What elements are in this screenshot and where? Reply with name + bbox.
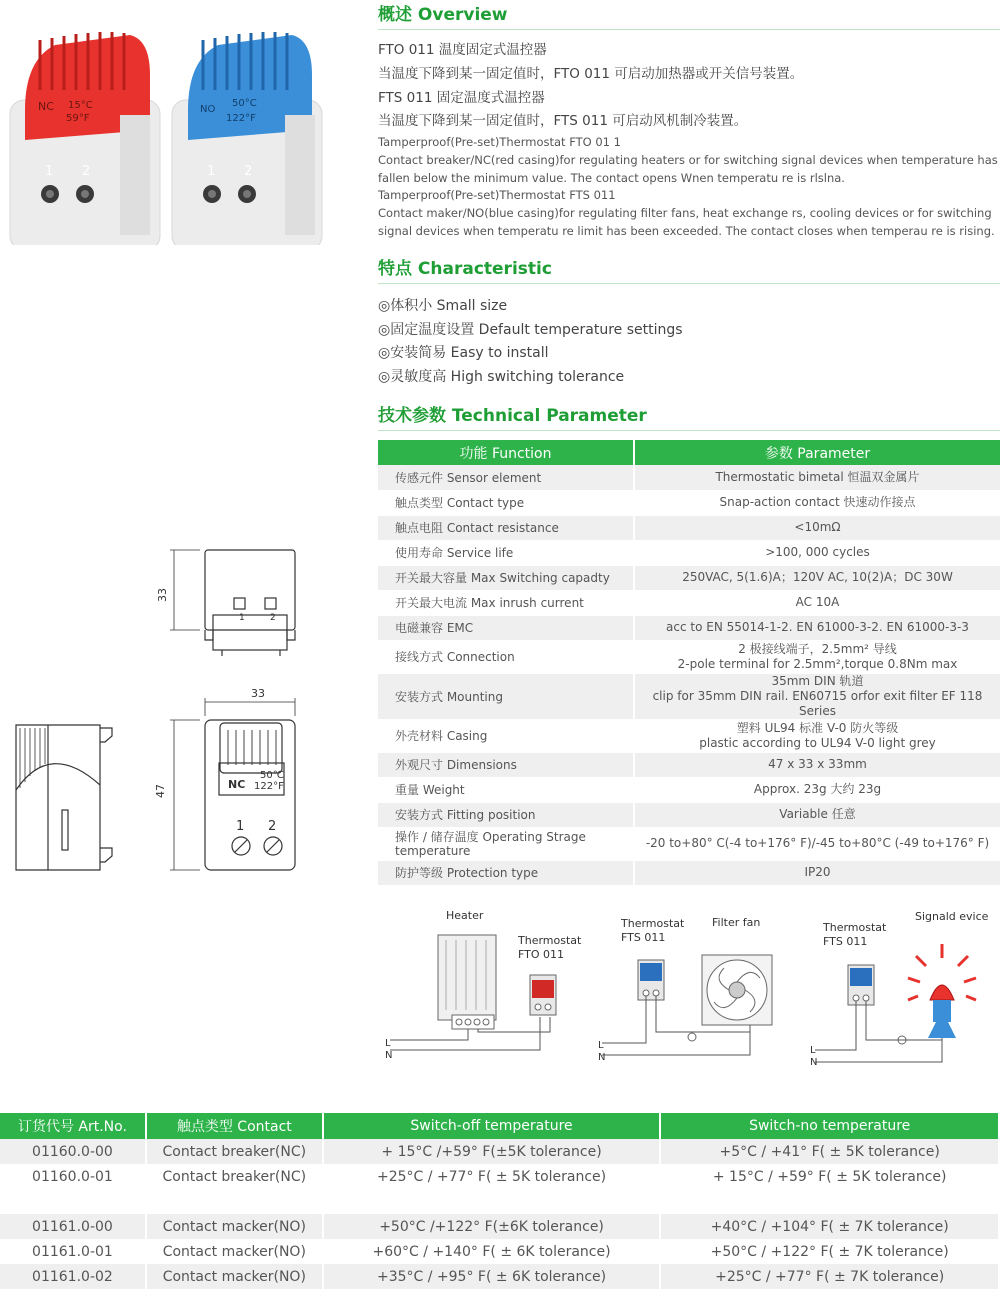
red-term-2: 2 — [82, 164, 91, 179]
table-row — [378, 615, 1000, 640]
table-row — [0, 1139, 999, 1164]
fan-thermostat-model: FTS 011 — [621, 931, 666, 944]
param-value: Thermostatic bimetal 恒温双金属片 — [634, 465, 1000, 490]
signal-n-label: N — [810, 1057, 818, 1068]
subheader-row — [0, 1189, 999, 1214]
param-value: IP20 — [634, 860, 1000, 885]
param-value — [634, 673, 1000, 719]
param-value-line-1: 35mm DIN 轨道 — [771, 673, 864, 688]
table-row — [378, 860, 1000, 885]
param-value-line-1: 2 极接线端子，2.5mm² 导线 — [738, 641, 897, 656]
signal-device-label: Signald evice — [915, 910, 989, 923]
table-row — [0, 1164, 999, 1189]
blue-thermostat-image — [172, 32, 322, 245]
overview-title: 概述 Overview — [378, 5, 508, 25]
param-value — [634, 719, 1000, 752]
empty-cell — [0, 1189, 146, 1214]
col-contact: 触点类型 Contact — [146, 1113, 323, 1139]
temp-1: +25°C / +77° F( ± 5K tolerance) — [323, 1164, 661, 1189]
table-row — [378, 752, 1000, 777]
param-function: 安装方式 Mounting — [378, 673, 634, 719]
art-no: 01161.0-02 — [0, 1264, 146, 1289]
feature-item: ◎体积小 Small size — [378, 298, 508, 314]
temp-2: +40°C / +104° F( ± 7K tolerance) — [660, 1214, 999, 1239]
contact-type: Contact macker(NO) — [146, 1214, 323, 1239]
blue-term-2: 2 — [244, 164, 253, 179]
param-function: 开关最大电流 Max inrush current — [378, 590, 634, 615]
contact-type: Contact breaker(NC) — [146, 1139, 323, 1164]
table-row — [378, 465, 1000, 490]
table-row — [378, 673, 1000, 719]
red-temp-c: 15°C — [68, 100, 93, 111]
blue-temp-f: 122°F — [226, 113, 256, 124]
technical-table — [378, 440, 1000, 886]
feature-item: ◎灵敏度高 High switching tolerance — [378, 369, 625, 385]
fan-thermostat-label: Thermostat — [621, 917, 685, 930]
overview-cn-2: 当温度下降到某一固定值时，FTO 011 可启动加热器或开关信号装置。 — [378, 66, 804, 82]
heater-thermostat-label: Thermostat — [518, 934, 582, 947]
technical-title: 技术参数 Technical Parameter — [378, 406, 647, 426]
subheader-switch-on: Switch-on temperature — [323, 1189, 661, 1214]
col-switch-off: Switch-off temperature — [323, 1113, 661, 1139]
temp-2: +25°C / +77° F( ± 7K tolerance) — [660, 1264, 999, 1289]
empty-cell — [146, 1189, 323, 1214]
param-function: 安装方式 Fitting position — [378, 802, 634, 827]
wiring-diagrams — [370, 900, 1000, 1070]
heater-thermostat-model: FTO 011 — [518, 948, 565, 961]
temp-1: +50°C /+122° F(±6K tolerance) — [323, 1214, 661, 1239]
signal-l-label: L — [810, 1045, 816, 1056]
temp-1: +60°C / +140° F( ± 6K tolerance) — [323, 1239, 661, 1264]
dim-term-1-top: 1 — [239, 613, 245, 623]
art-no: 01160.0-00 — [0, 1139, 146, 1164]
overview-en-2: Contact breaker/NC(red casing)for regulating heaters or for switching signal devices when temperature has fallen below the minimum value. The contact opens Wnen temperatu re is rlslna. — [378, 153, 998, 185]
signal-thermostat-model: FTS 011 — [823, 935, 868, 948]
overview-en-3: Tamperproof(Pre-set)Thermostat FTS 011 — [378, 188, 616, 202]
overview-cn-4: 当温度下降到某一固定值时，FTS 011 可启动风机制冷装置。 — [378, 113, 748, 129]
wiring-fan — [598, 916, 772, 1063]
overview-en-1: Tamperproof(Pre-set)Thermostat FTO 01 1 — [378, 135, 621, 149]
dim-term-1-front: 1 — [236, 819, 245, 834]
characteristic-divider — [378, 283, 1000, 284]
temp-2: + 15°C / +59° F( ± 5K tolerance) — [660, 1164, 999, 1189]
table-row — [378, 515, 1000, 540]
temp-2: +5°C / +41° F( ± 5K tolerance) — [660, 1139, 999, 1164]
temp-1: + 15°C /+59° F(±5K tolerance) — [323, 1139, 661, 1164]
table-row — [0, 1239, 999, 1264]
overview-divider — [378, 29, 1000, 30]
contact-type: Contact macker(NO) — [146, 1239, 323, 1264]
fan-n-label: N — [598, 1052, 606, 1063]
wiring-heater — [385, 909, 582, 1061]
table-row — [378, 802, 1000, 827]
param-function: 触点类型 Contact type — [378, 490, 634, 515]
param-value: -20 to+80° C(-4 to+176° F)/-45 to+80°C (-49 to+176° F) — [634, 827, 1000, 860]
characteristic-title: 特点 Characteristic — [378, 259, 552, 279]
param-function: 电磁兼容 EMC — [378, 615, 634, 640]
param-value: >100, 000 cycles — [634, 540, 1000, 565]
table-row — [378, 640, 1000, 673]
temp-2: +50°C / +122° F( ± 7K tolerance) — [660, 1239, 999, 1264]
blue-temp-c: 50°C — [232, 98, 257, 109]
param-value-line-1: 塑料 UL94 标准 V-0 防火等级 — [736, 720, 899, 735]
table-row — [378, 540, 1000, 565]
table-row — [378, 565, 1000, 590]
heater-label: Heater — [446, 909, 484, 922]
subheader-switch-off: Switch-off temperature — [660, 1189, 999, 1214]
overview-cn-1: FTO 011 温度固定式温控器 — [378, 42, 547, 58]
param-value: 47 x 33 x 33mm — [634, 752, 1000, 777]
col-art-no: 订货代号 Art.No. — [0, 1113, 146, 1139]
param-value: Variable 任意 — [634, 802, 1000, 827]
param-value — [634, 640, 1000, 673]
param-function: 操作 / 储存温度 Operating Strage temperature — [378, 827, 634, 860]
technical-divider — [378, 430, 1000, 431]
fan-label: Filter fan — [712, 916, 761, 929]
table-row — [0, 1264, 999, 1289]
heater-l-label: L — [385, 1038, 391, 1049]
param-value-line-2: plastic according to UL94 V-0 light grey — [699, 735, 936, 750]
wiring-signal — [810, 910, 989, 1068]
table-row — [0, 1214, 999, 1239]
dim-temp-c: 50℃ — [260, 770, 284, 781]
param-function: 开关最大容量 Max Switching capadty — [378, 565, 634, 590]
contact-type: Contact breaker(NC) — [146, 1164, 323, 1189]
param-function: 触点电阻 Contact resistance — [378, 515, 634, 540]
dim-width-33: 33 — [251, 687, 265, 700]
dim-height-33: 33 — [156, 588, 169, 602]
dim-term-2-front: 2 — [268, 819, 277, 834]
param-value: AC 10A — [634, 590, 1000, 615]
contact-type: Contact macker(NO) — [146, 1264, 323, 1289]
dim-temp-f: 122°F — [254, 781, 284, 792]
param-value: acc to EN 55014-1-2. EN 61000-3-2. EN 61000-3-3 — [634, 615, 1000, 640]
param-value-line-2: clip for 35mm DIN rail. EN60715 orfor exit filter EF 118 Series — [652, 688, 983, 718]
art-no: 01161.0-00 — [0, 1214, 146, 1239]
param-function: 接线方式 Connection — [378, 640, 634, 673]
param-function: 防护等级 Protection type — [378, 860, 634, 885]
param-value: <10mΩ — [634, 515, 1000, 540]
dim-height-47: 47 — [154, 784, 167, 798]
art-no: 01161.0-01 — [0, 1239, 146, 1264]
col-switch-no: Switch-no temperature — [660, 1113, 999, 1139]
blue-term-1: 1 — [207, 164, 216, 179]
param-function: 外观尺寸 Dimensions — [378, 752, 634, 777]
blue-no-label: NO — [200, 104, 216, 115]
overview-cn-3: FTS 011 固定温度式温控器 — [378, 90, 545, 106]
col-function: 功能 Function — [378, 440, 634, 465]
param-value: Approx. 23g 大约 23g — [634, 777, 1000, 802]
table-row — [378, 590, 1000, 615]
param-function: 使用寿命 Service life — [378, 540, 634, 565]
red-nc-label: NC — [38, 100, 54, 113]
param-function: 重量 Weight — [378, 777, 634, 802]
table-row — [378, 719, 1000, 752]
table-row — [378, 777, 1000, 802]
art-no: 01160.0-01 — [0, 1164, 146, 1189]
table-row — [378, 490, 1000, 515]
dim-term-2-top: 2 — [270, 613, 276, 623]
param-value: 250VAC, 5(1.6)A；120V AC, 10(2)A；DC 30W — [634, 565, 1000, 590]
order-table — [0, 1113, 1000, 1289]
dimension-drawing — [0, 540, 370, 885]
heater-n-label: N — [385, 1050, 393, 1061]
temp-1: +35°C / +95° F( ± 6K tolerance) — [323, 1264, 661, 1289]
table-row — [378, 827, 1000, 860]
param-value: Snap-action contact 快速动作接点 — [634, 490, 1000, 515]
col-parameter: 参数 Parameter — [634, 440, 1000, 465]
feature-item: ◎安装简易 Easy to install — [378, 345, 549, 361]
red-term-1: 1 — [45, 164, 54, 179]
param-value-line-2: 2-pole terminal for 2.5mm²,torque 0.8Nm max — [677, 656, 958, 671]
red-temp-f: 59°F — [66, 113, 90, 124]
param-function: 外壳材料 Casing — [378, 719, 634, 752]
param-function: 传感元件 Sensor element — [378, 465, 634, 490]
product-photo — [0, 20, 365, 245]
fan-l-label: L — [598, 1040, 604, 1051]
red-thermostat-image — [10, 32, 160, 245]
overview-en-4: Contact maker/NO(blue casing)for regulating filter fans, heat exchange rs, cooling devices or for switching signal devices when temperatu re limit has been exceeded. The contact closes when temperau re is rising. — [378, 206, 995, 238]
signal-thermostat-label: Thermostat — [823, 921, 887, 934]
feature-item: ◎固定温度设置 Default temperature settings — [378, 322, 683, 338]
dim-nc-label: NC — [228, 778, 246, 791]
